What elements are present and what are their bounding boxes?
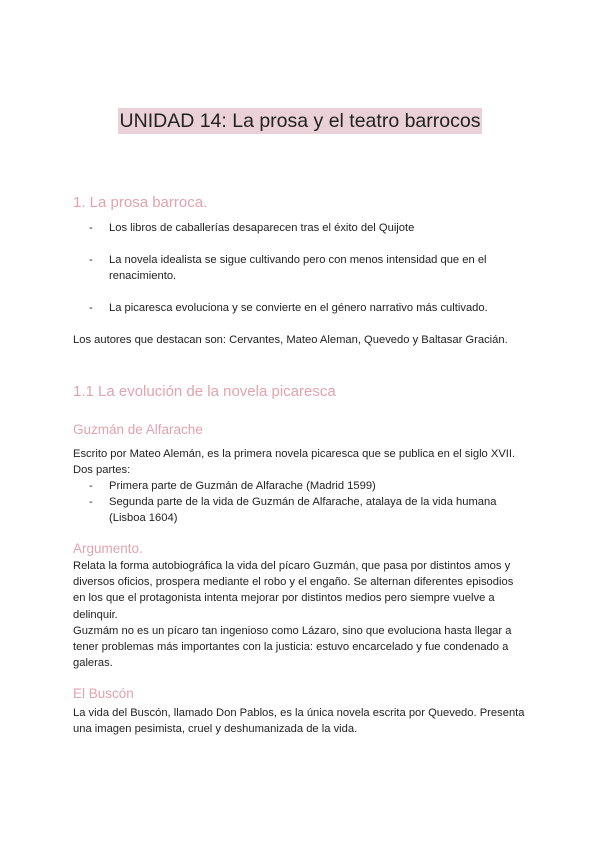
subheading-buscon: El Buscón — [73, 686, 134, 701]
argumento-paragraph-1: Relata la forma autobiográfica la vida del pícaro Guzmán, que pasa por distintos amos y diversos oficios, prospera mediante el robo y el engaño. Se alternan diferentes episodios en los que el protagonista intenta mejorar por distintos medios pero siempre vuelve a delinquir. — [73, 560, 514, 621]
section-heading-evolucion-picaresca: 1.1 La evolución de la novela picaresca — [73, 383, 336, 400]
bullet-marker: - — [89, 480, 93, 492]
section-heading-prosa-barroca: 1. La prosa barroca. — [73, 194, 208, 211]
subheading-argumento: Argumento. — [73, 541, 143, 556]
bullet-item: Los libros de caballerías desaparecen tras el éxito del Quijote — [109, 222, 415, 234]
bullet-item: La picaresca evoluciona y se convierte en el género narrativo más cultivado. — [109, 302, 488, 314]
document-title: UNIDAD 14: La prosa y el teatro barrocos — [119, 110, 481, 132]
bullet-marker: - — [89, 496, 93, 508]
subheading-guzman: Guzmán de Alfarache — [73, 422, 203, 437]
bullet-marker: - — [89, 222, 93, 234]
argumento-paragraph-2: Guzmám no es un pícaro tan ingenioso como Lázaro, sino que evoluciona hasta llegar a tener problemas más importantes con la justicia: estuvo encarcelado y fue condenado a galeras. — [73, 625, 512, 670]
bullet-marker: - — [89, 302, 93, 314]
bullet-marker: - — [89, 254, 93, 266]
guzman-part-item: Segunda parte de la vida de Guzmán de Alfarache, atalaya de la vida humana (Lisboa 1604) — [109, 496, 497, 525]
authors-paragraph: Los autores que destacan son: Cervantes, Mateo Aleman, Quevedo y Baltasar Gracián. — [73, 334, 508, 346]
title-wrap — [0, 108, 600, 134]
guzman-part-item: Primera parte de Guzmán de Alfarache (Madrid 1599) — [109, 480, 376, 492]
guzman-intro: Escrito por Mateo Alemán, es la primera novela picaresca que se publica en el siglo XVII. Dos partes: — [73, 448, 516, 477]
bullet-item: La novela idealista se sigue cultivando pero con menos intensidad que en el renacimiento. — [109, 254, 487, 283]
buscon-paragraph: La vida del Buscón, llamado Don Pablos, es la única novela escrita por Quevedo. Presenta una imagen pesimista, cruel y deshumanizada de la vida. — [73, 707, 525, 736]
